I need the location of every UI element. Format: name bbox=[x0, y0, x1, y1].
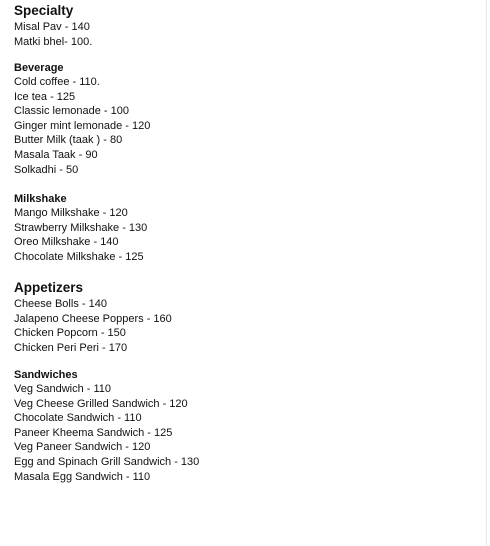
menu-item: Masala Taak - 90 bbox=[14, 148, 98, 161]
section-title-sandwiches: Sandwiches bbox=[14, 369, 78, 381]
section-title-milkshake: Milkshake bbox=[14, 193, 67, 205]
menu-item: Solkadhi - 50 bbox=[14, 163, 79, 176]
section-title-beverage: Beverage bbox=[14, 62, 64, 74]
menu-item: Misal Pav - 140 bbox=[14, 21, 90, 33]
menu-item: Chocolate Milkshake - 125 bbox=[14, 250, 144, 263]
menu-item: Ice tea - 125 bbox=[14, 90, 76, 103]
section-sandwiches bbox=[14, 368, 199, 484]
item-list-specialty bbox=[14, 20, 92, 49]
menu-item: Classic lemonade - 100 bbox=[14, 105, 129, 118]
menu-item: Strawberry Milkshake - 130 bbox=[14, 221, 148, 234]
menu-item: Masala Egg Sandwich - 110 bbox=[14, 470, 151, 483]
section-title-appetizers: Appetizers bbox=[14, 280, 84, 295]
menu-item: Chicken Peri Peri - 170 bbox=[14, 341, 128, 354]
item-list-sandwiches bbox=[14, 382, 199, 484]
menu-item: Veg Paneer Sandwich - 120 bbox=[14, 441, 151, 454]
menu-item: Chocolate Sandwich - 110 bbox=[14, 412, 142, 425]
menu-item: Oreo Milkshake - 140 bbox=[14, 236, 119, 249]
menu-item: Paneer Kheema Sandwich - 125 bbox=[14, 426, 173, 439]
menu-item: Veg Cheese Grilled Sandwich - 120 bbox=[14, 397, 188, 410]
menu-item: Veg Sandwich - 110 bbox=[14, 383, 112, 395]
menu-item: Cheese Bolls - 140 bbox=[14, 298, 107, 310]
menu-item: Mango Milkshake - 120 bbox=[14, 207, 128, 219]
section-specialty bbox=[14, 2, 92, 49]
menu-item: Cold coffee - 110. bbox=[14, 76, 100, 88]
menu-item: Chicken Popcorn - 150 bbox=[14, 327, 126, 340]
menu-item: Matki bhel- 100. bbox=[14, 35, 93, 48]
section-appetizers bbox=[14, 279, 172, 355]
menu-item: Butter Milk (taak ) - 80 bbox=[14, 134, 123, 147]
section-beverage bbox=[14, 61, 150, 177]
menu-item: Ginger mint lemonade - 120 bbox=[14, 119, 151, 132]
item-list-appetizers bbox=[14, 297, 172, 355]
section-milkshake bbox=[14, 192, 147, 264]
menu-item: Jalapeno Cheese Poppers - 160 bbox=[14, 312, 172, 325]
item-list-beverage bbox=[14, 75, 150, 177]
item-list-milkshake bbox=[14, 206, 147, 264]
page-edge-divider bbox=[486, 0, 487, 546]
section-title-specialty: Specialty bbox=[14, 3, 74, 18]
menu-item: Egg and Spinach Grill Sandwich - 130 bbox=[14, 455, 200, 468]
